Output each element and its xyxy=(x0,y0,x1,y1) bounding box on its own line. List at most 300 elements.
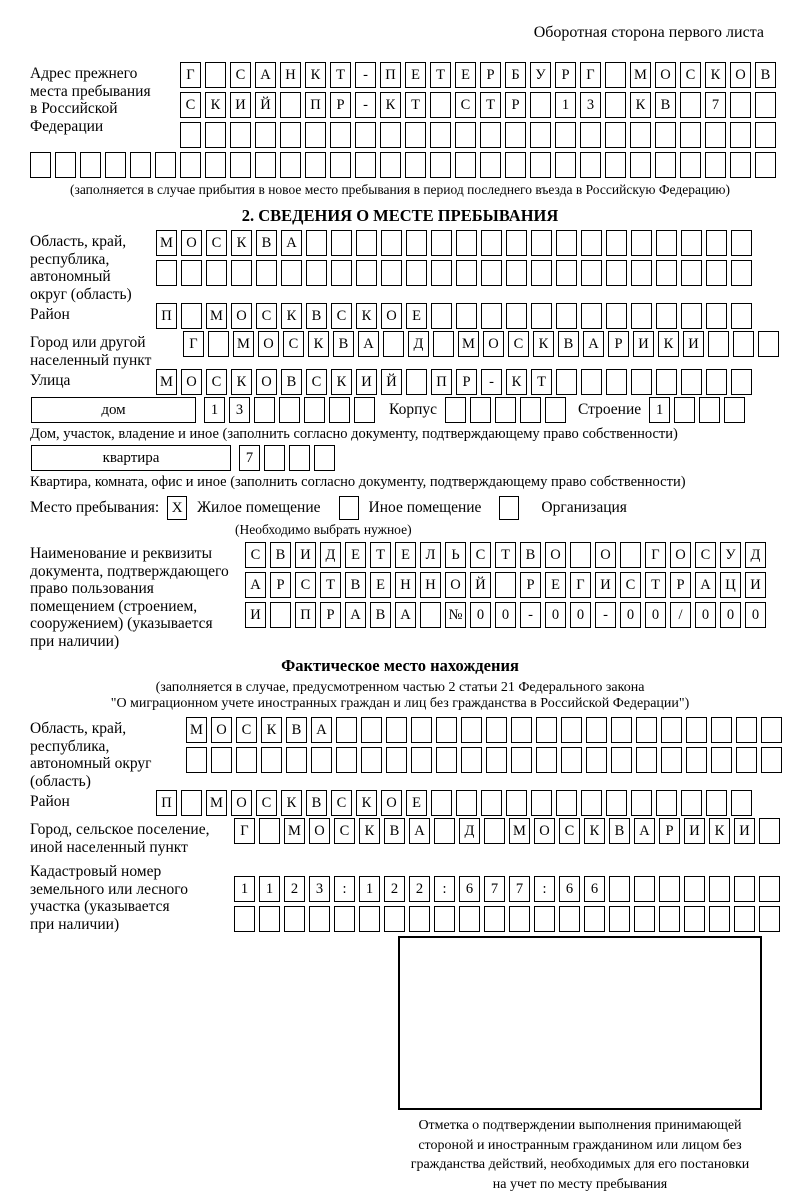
char-cell[interactable] xyxy=(580,152,601,178)
char-cell[interactable]: О xyxy=(534,818,555,844)
char-cell[interactable]: Е xyxy=(370,572,391,598)
char-cell[interactable] xyxy=(606,230,627,256)
char-cell[interactable] xyxy=(259,818,280,844)
char-cell[interactable] xyxy=(534,906,555,932)
checkbox-organizatsiya[interactable] xyxy=(499,496,519,520)
char-cell[interactable] xyxy=(264,445,285,471)
char-cell[interactable] xyxy=(505,122,526,148)
char-cell[interactable]: Т xyxy=(531,369,552,395)
char-cell[interactable]: С xyxy=(680,62,701,88)
char-cell[interactable]: В xyxy=(370,602,391,628)
char-cell[interactable] xyxy=(511,717,532,743)
char-cell[interactable]: К xyxy=(630,92,651,118)
char-cell[interactable]: И xyxy=(295,542,316,568)
char-cell[interactable] xyxy=(605,62,626,88)
char-cell[interactable]: В xyxy=(306,303,327,329)
char-cell[interactable]: 6 xyxy=(459,876,480,902)
char-cell[interactable]: Е xyxy=(406,303,427,329)
char-cell[interactable] xyxy=(761,717,782,743)
char-cell[interactable] xyxy=(536,747,557,773)
char-cell[interactable]: К xyxy=(305,62,326,88)
char-cell[interactable] xyxy=(433,331,454,357)
char-cell[interactable]: 2 xyxy=(284,876,305,902)
char-cell[interactable]: Б xyxy=(505,62,526,88)
char-cell[interactable] xyxy=(611,717,632,743)
char-cell[interactable] xyxy=(381,230,402,256)
char-cell[interactable] xyxy=(630,152,651,178)
char-cell[interactable] xyxy=(634,876,655,902)
char-cell[interactable]: Р xyxy=(320,602,341,628)
char-cell[interactable] xyxy=(711,747,732,773)
char-cell[interactable] xyxy=(631,230,652,256)
char-cell[interactable] xyxy=(761,747,782,773)
char-cell[interactable]: М xyxy=(206,303,227,329)
char-cell[interactable] xyxy=(556,369,577,395)
char-cell[interactable] xyxy=(481,790,502,816)
char-cell[interactable] xyxy=(731,260,752,286)
char-cell[interactable]: Д xyxy=(408,331,429,357)
char-cell[interactable] xyxy=(331,260,352,286)
char-cell[interactable] xyxy=(231,260,252,286)
char-cell[interactable]: К xyxy=(231,369,252,395)
char-cell[interactable] xyxy=(181,303,202,329)
char-cell[interactable]: С xyxy=(230,62,251,88)
char-cell[interactable] xyxy=(254,397,275,423)
char-cell[interactable] xyxy=(731,790,752,816)
char-cell[interactable]: Г xyxy=(645,542,666,568)
char-cell[interactable] xyxy=(705,122,726,148)
char-cell[interactable] xyxy=(711,717,732,743)
char-cell[interactable] xyxy=(699,397,720,423)
char-cell[interactable]: Т xyxy=(330,62,351,88)
char-cell[interactable]: У xyxy=(720,542,741,568)
char-cell[interactable] xyxy=(431,230,452,256)
checkbox-zhiloe-pomeshchenie[interactable]: X xyxy=(167,496,187,520)
char-cell[interactable] xyxy=(205,62,226,88)
char-cell[interactable]: П xyxy=(431,369,452,395)
char-cell[interactable]: Г xyxy=(183,331,204,357)
char-cell[interactable]: 3 xyxy=(229,397,250,423)
char-cell[interactable]: 0 xyxy=(545,602,566,628)
char-cell[interactable] xyxy=(681,790,702,816)
char-cell[interactable]: В xyxy=(281,369,302,395)
char-cell[interactable] xyxy=(406,369,427,395)
char-cell[interactable] xyxy=(180,122,201,148)
char-cell[interactable] xyxy=(731,303,752,329)
char-cell[interactable] xyxy=(755,122,776,148)
char-cell[interactable]: К xyxy=(709,818,730,844)
char-cell[interactable]: П xyxy=(156,790,177,816)
char-cell[interactable] xyxy=(304,397,325,423)
char-cell[interactable]: К xyxy=(308,331,329,357)
char-cell[interactable] xyxy=(230,152,251,178)
char-cell[interactable] xyxy=(411,717,432,743)
char-cell[interactable] xyxy=(531,790,552,816)
char-cell[interactable]: 1 xyxy=(555,92,576,118)
char-cell[interactable]: 3 xyxy=(580,92,601,118)
char-cell[interactable] xyxy=(620,542,641,568)
char-cell[interactable]: С xyxy=(695,542,716,568)
char-cell[interactable] xyxy=(354,397,375,423)
char-cell[interactable] xyxy=(724,397,745,423)
char-cell[interactable]: 1 xyxy=(259,876,280,902)
char-cell[interactable] xyxy=(270,602,291,628)
char-cell[interactable] xyxy=(495,572,516,598)
char-cell[interactable]: - xyxy=(481,369,502,395)
char-cell[interactable] xyxy=(205,152,226,178)
char-cell[interactable] xyxy=(706,790,727,816)
char-cell[interactable]: О xyxy=(256,369,277,395)
char-cell[interactable]: Е xyxy=(345,542,366,568)
char-cell[interactable]: О xyxy=(545,542,566,568)
char-cell[interactable] xyxy=(586,747,607,773)
char-cell[interactable] xyxy=(431,790,452,816)
char-cell[interactable] xyxy=(280,92,301,118)
char-cell[interactable] xyxy=(486,717,507,743)
char-cell[interactable]: М xyxy=(284,818,305,844)
char-cell[interactable] xyxy=(280,152,301,178)
char-cell[interactable] xyxy=(481,260,502,286)
char-cell[interactable]: Д xyxy=(320,542,341,568)
char-cell[interactable]: К xyxy=(506,369,527,395)
char-cell[interactable]: И xyxy=(684,818,705,844)
char-cell[interactable] xyxy=(659,876,680,902)
char-cell[interactable] xyxy=(434,818,455,844)
char-cell[interactable]: К xyxy=(584,818,605,844)
char-cell[interactable] xyxy=(181,260,202,286)
char-cell[interactable] xyxy=(130,152,151,178)
char-cell[interactable]: М xyxy=(233,331,254,357)
char-cell[interactable] xyxy=(736,747,757,773)
char-cell[interactable]: Т xyxy=(370,542,391,568)
char-cell[interactable] xyxy=(581,303,602,329)
char-cell[interactable] xyxy=(655,122,676,148)
char-cell[interactable] xyxy=(631,369,652,395)
char-cell[interactable]: И xyxy=(245,602,266,628)
char-cell[interactable] xyxy=(731,369,752,395)
char-cell[interactable] xyxy=(211,747,232,773)
char-cell[interactable] xyxy=(636,717,657,743)
char-cell[interactable] xyxy=(255,152,276,178)
char-cell[interactable] xyxy=(383,331,404,357)
char-cell[interactable]: А xyxy=(358,331,379,357)
char-cell[interactable] xyxy=(480,122,501,148)
char-cell[interactable]: К xyxy=(380,92,401,118)
char-cell[interactable] xyxy=(681,260,702,286)
char-cell[interactable] xyxy=(206,260,227,286)
char-cell[interactable] xyxy=(609,906,630,932)
char-cell[interactable] xyxy=(356,260,377,286)
char-cell[interactable]: - xyxy=(355,92,376,118)
char-cell[interactable] xyxy=(580,122,601,148)
char-cell[interactable]: Й xyxy=(470,572,491,598)
char-cell[interactable] xyxy=(506,303,527,329)
char-cell[interactable]: С xyxy=(283,331,304,357)
char-cell[interactable]: О xyxy=(595,542,616,568)
char-cell[interactable] xyxy=(386,747,407,773)
char-cell[interactable] xyxy=(661,747,682,773)
char-cell[interactable] xyxy=(706,260,727,286)
char-cell[interactable] xyxy=(705,152,726,178)
char-cell[interactable] xyxy=(759,818,780,844)
char-cell[interactable]: С xyxy=(306,369,327,395)
char-cell[interactable] xyxy=(406,260,427,286)
char-cell[interactable] xyxy=(733,331,754,357)
char-cell[interactable] xyxy=(420,602,441,628)
char-cell[interactable]: К xyxy=(359,818,380,844)
char-cell[interactable] xyxy=(361,747,382,773)
char-cell[interactable] xyxy=(281,260,302,286)
char-cell[interactable] xyxy=(256,260,277,286)
char-cell[interactable] xyxy=(431,303,452,329)
char-cell[interactable]: С xyxy=(470,542,491,568)
char-cell[interactable] xyxy=(606,260,627,286)
char-cell[interactable]: : xyxy=(334,876,355,902)
char-cell[interactable] xyxy=(405,152,426,178)
char-cell[interactable]: А xyxy=(409,818,430,844)
char-cell[interactable]: И xyxy=(633,331,654,357)
char-cell[interactable] xyxy=(680,92,701,118)
char-cell[interactable]: М xyxy=(186,717,207,743)
char-cell[interactable]: 6 xyxy=(559,876,580,902)
char-cell[interactable] xyxy=(336,747,357,773)
char-cell[interactable] xyxy=(380,122,401,148)
char-cell[interactable] xyxy=(105,152,126,178)
char-cell[interactable] xyxy=(359,906,380,932)
char-cell[interactable] xyxy=(259,906,280,932)
char-cell[interactable] xyxy=(484,818,505,844)
char-cell[interactable] xyxy=(330,152,351,178)
char-cell[interactable] xyxy=(481,303,502,329)
char-cell[interactable] xyxy=(361,717,382,743)
char-cell[interactable] xyxy=(684,906,705,932)
char-cell[interactable]: И xyxy=(595,572,616,598)
char-cell[interactable]: 1 xyxy=(649,397,670,423)
char-cell[interactable]: 0 xyxy=(470,602,491,628)
char-cell[interactable]: 0 xyxy=(695,602,716,628)
char-cell[interactable] xyxy=(356,230,377,256)
char-cell[interactable]: А xyxy=(311,717,332,743)
char-cell[interactable]: О xyxy=(309,818,330,844)
char-cell[interactable] xyxy=(355,122,376,148)
char-cell[interactable]: С xyxy=(206,369,227,395)
char-cell[interactable] xyxy=(630,122,651,148)
char-cell[interactable]: К xyxy=(281,303,302,329)
char-cell[interactable] xyxy=(570,542,591,568)
char-cell[interactable] xyxy=(430,122,451,148)
char-cell[interactable] xyxy=(586,717,607,743)
char-cell[interactable] xyxy=(631,260,652,286)
char-cell[interactable] xyxy=(674,397,695,423)
char-cell[interactable]: Т xyxy=(430,62,451,88)
char-cell[interactable]: О xyxy=(381,790,402,816)
char-cell[interactable]: Р xyxy=(270,572,291,598)
char-cell[interactable]: И xyxy=(734,818,755,844)
char-cell[interactable]: М xyxy=(509,818,530,844)
char-cell[interactable] xyxy=(730,152,751,178)
char-cell[interactable]: М xyxy=(630,62,651,88)
char-cell[interactable]: О xyxy=(231,303,252,329)
char-cell[interactable]: Н xyxy=(420,572,441,598)
char-cell[interactable]: 1 xyxy=(359,876,380,902)
char-cell[interactable] xyxy=(520,397,541,423)
char-cell[interactable]: В xyxy=(333,331,354,357)
char-cell[interactable]: В xyxy=(655,92,676,118)
char-cell[interactable]: Й xyxy=(255,92,276,118)
char-cell[interactable]: В xyxy=(609,818,630,844)
char-cell[interactable]: А xyxy=(345,602,366,628)
char-cell[interactable] xyxy=(180,152,201,178)
char-cell[interactable]: Т xyxy=(645,572,666,598)
char-cell[interactable]: П xyxy=(305,92,326,118)
char-cell[interactable]: 0 xyxy=(745,602,766,628)
char-cell[interactable]: И xyxy=(745,572,766,598)
char-cell[interactable]: Д xyxy=(459,818,480,844)
char-cell[interactable] xyxy=(436,747,457,773)
char-cell[interactable] xyxy=(205,122,226,148)
char-cell[interactable]: О xyxy=(655,62,676,88)
char-cell[interactable] xyxy=(556,230,577,256)
char-cell[interactable] xyxy=(436,717,457,743)
char-cell[interactable]: В xyxy=(256,230,277,256)
char-cell[interactable] xyxy=(506,230,527,256)
char-cell[interactable]: В xyxy=(270,542,291,568)
char-cell[interactable]: 1 xyxy=(234,876,255,902)
char-cell[interactable]: К xyxy=(331,369,352,395)
char-cell[interactable] xyxy=(581,260,602,286)
char-cell[interactable] xyxy=(279,397,300,423)
char-cell[interactable] xyxy=(455,122,476,148)
char-cell[interactable] xyxy=(759,876,780,902)
char-cell[interactable] xyxy=(386,717,407,743)
char-cell[interactable]: - xyxy=(355,62,376,88)
char-cell[interactable] xyxy=(506,790,527,816)
char-cell[interactable]: М xyxy=(458,331,479,357)
char-cell[interactable] xyxy=(755,152,776,178)
char-cell[interactable]: 7 xyxy=(705,92,726,118)
char-cell[interactable]: Р xyxy=(505,92,526,118)
char-cell[interactable]: Л xyxy=(420,542,441,568)
char-cell[interactable] xyxy=(155,152,176,178)
char-cell[interactable]: С xyxy=(331,790,352,816)
char-cell[interactable] xyxy=(555,152,576,178)
char-cell[interactable]: Е xyxy=(545,572,566,598)
char-cell[interactable]: С xyxy=(256,790,277,816)
char-cell[interactable]: О xyxy=(730,62,751,88)
char-cell[interactable]: Ц xyxy=(720,572,741,598)
char-cell[interactable]: С xyxy=(206,230,227,256)
char-cell[interactable]: П xyxy=(156,303,177,329)
char-cell[interactable]: К xyxy=(261,717,282,743)
char-cell[interactable]: У xyxy=(530,62,551,88)
char-cell[interactable]: / xyxy=(670,602,691,628)
char-cell[interactable]: Е xyxy=(455,62,476,88)
char-cell[interactable]: С xyxy=(455,92,476,118)
char-cell[interactable]: Г xyxy=(234,818,255,844)
char-cell[interactable]: 7 xyxy=(484,876,505,902)
char-cell[interactable]: Р xyxy=(608,331,629,357)
char-cell[interactable] xyxy=(584,906,605,932)
char-cell[interactable] xyxy=(680,122,701,148)
char-cell[interactable] xyxy=(606,369,627,395)
char-cell[interactable]: И xyxy=(356,369,377,395)
char-cell[interactable] xyxy=(556,790,577,816)
char-cell[interactable] xyxy=(455,152,476,178)
char-cell[interactable]: М xyxy=(156,230,177,256)
char-cell[interactable]: И xyxy=(230,92,251,118)
char-cell[interactable]: О xyxy=(211,717,232,743)
char-cell[interactable]: 2 xyxy=(384,876,405,902)
char-cell[interactable] xyxy=(681,230,702,256)
char-cell[interactable]: О xyxy=(483,331,504,357)
char-cell[interactable] xyxy=(80,152,101,178)
char-cell[interactable]: С xyxy=(180,92,201,118)
char-cell[interactable] xyxy=(605,122,626,148)
char-cell[interactable] xyxy=(655,152,676,178)
char-cell[interactable]: 1 xyxy=(204,397,225,423)
char-cell[interactable] xyxy=(380,152,401,178)
char-cell[interactable]: 0 xyxy=(495,602,516,628)
char-cell[interactable] xyxy=(659,906,680,932)
char-cell[interactable] xyxy=(661,717,682,743)
char-cell[interactable] xyxy=(656,260,677,286)
char-cell[interactable]: П xyxy=(295,602,316,628)
char-cell[interactable] xyxy=(755,92,776,118)
char-cell[interactable]: 7 xyxy=(509,876,530,902)
char-cell[interactable] xyxy=(530,92,551,118)
char-cell[interactable] xyxy=(556,260,577,286)
char-cell[interactable]: С xyxy=(236,717,257,743)
char-cell[interactable] xyxy=(736,717,757,743)
char-cell[interactable]: Т xyxy=(495,542,516,568)
char-cell[interactable]: Р xyxy=(670,572,691,598)
char-cell[interactable] xyxy=(456,303,477,329)
char-cell[interactable] xyxy=(730,122,751,148)
char-cell[interactable]: Р xyxy=(480,62,501,88)
char-cell[interactable] xyxy=(731,230,752,256)
char-cell[interactable]: К xyxy=(356,790,377,816)
char-cell[interactable] xyxy=(405,122,426,148)
char-cell[interactable] xyxy=(680,152,701,178)
char-cell[interactable] xyxy=(709,876,730,902)
char-cell[interactable] xyxy=(734,876,755,902)
char-cell[interactable]: С xyxy=(331,303,352,329)
char-cell[interactable]: В xyxy=(306,790,327,816)
char-cell[interactable]: К xyxy=(533,331,554,357)
char-cell[interactable] xyxy=(306,260,327,286)
char-cell[interactable] xyxy=(311,747,332,773)
char-cell[interactable] xyxy=(381,260,402,286)
char-cell[interactable] xyxy=(686,717,707,743)
char-cell[interactable] xyxy=(284,906,305,932)
char-cell[interactable]: Р xyxy=(520,572,541,598)
char-cell[interactable]: А xyxy=(281,230,302,256)
char-cell[interactable] xyxy=(605,152,626,178)
char-cell[interactable] xyxy=(208,331,229,357)
char-cell[interactable] xyxy=(459,906,480,932)
char-cell[interactable]: Т xyxy=(480,92,501,118)
char-cell[interactable]: С xyxy=(334,818,355,844)
char-cell[interactable]: Ь xyxy=(445,542,466,568)
char-cell[interactable]: В xyxy=(558,331,579,357)
char-cell[interactable] xyxy=(506,260,527,286)
char-cell[interactable] xyxy=(656,790,677,816)
char-cell[interactable]: В xyxy=(384,818,405,844)
char-cell[interactable] xyxy=(611,747,632,773)
char-cell[interactable] xyxy=(355,152,376,178)
char-cell[interactable]: - xyxy=(595,602,616,628)
char-cell[interactable] xyxy=(606,303,627,329)
